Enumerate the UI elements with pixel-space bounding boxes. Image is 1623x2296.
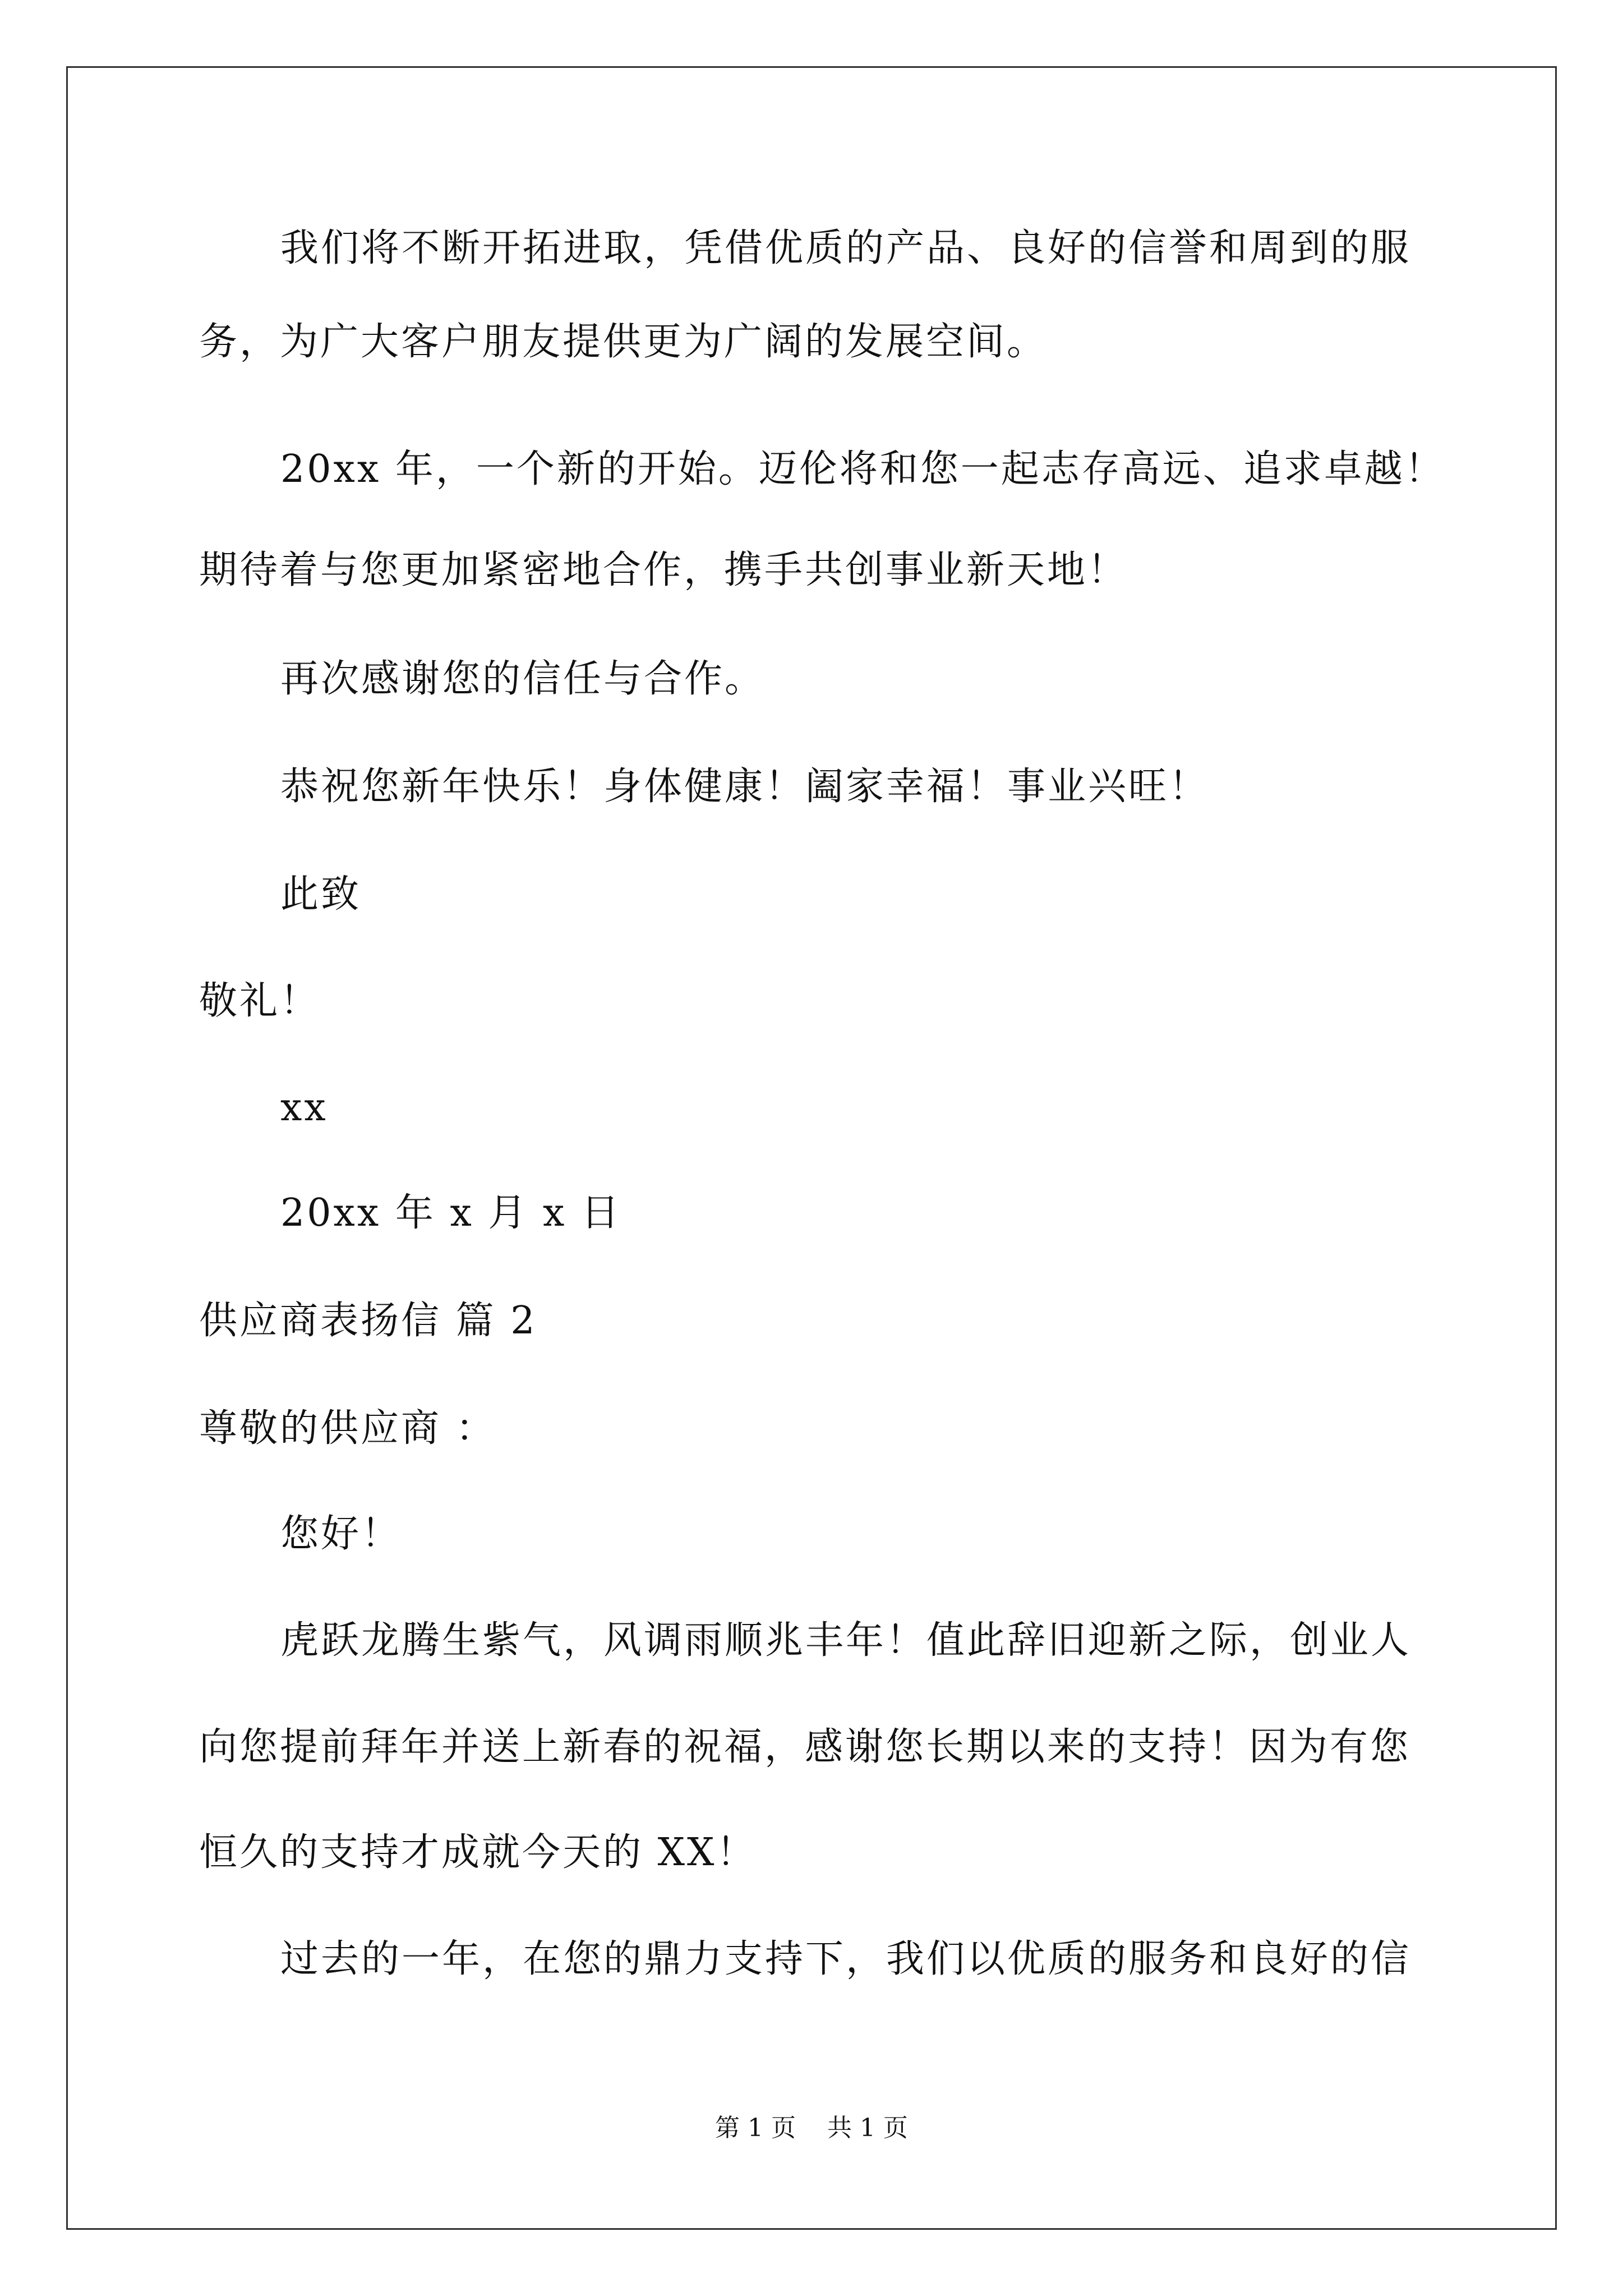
closing-regards: 敬礼！ xyxy=(199,979,321,1023)
paragraph-line: 恒久的支持才成就今天的 XX！ xyxy=(199,1830,757,1875)
paragraph-line: 再次感谢您的信任与合作。 xyxy=(280,657,766,701)
closing-salutation: 此致 xyxy=(280,872,362,917)
page-footer: 第 1 页 共 1 页 xyxy=(715,2114,908,2142)
paragraph-line: 向您提前拜年并送上新春的祝福，感谢您长期以来的支持！因为有您 xyxy=(199,1725,1411,1769)
greeting-recipient: 尊敬的供应商 ： xyxy=(199,1406,496,1451)
paragraph-line: 过去的一年，在您的鼎力支持下，我们以优质的服务和良好的信 xyxy=(280,1937,1412,1981)
paragraph-line: 20xx 年，一个新的开始。迈伦将和您一起志存高远、追求卓越！ xyxy=(280,447,1445,491)
page-border xyxy=(66,66,1557,2230)
paragraph-line: 务，为广大客户朋友提供更为广阔的发展空间。 xyxy=(199,320,1048,364)
paragraph-line: 虎跃龙腾生紫气，风调雨顺兆丰年！值此辞旧迎新之际，创业人 xyxy=(280,1618,1412,1663)
section-heading: 供应商表扬信 篇 2 xyxy=(199,1299,537,1343)
paragraph-line: 期待着与您更加紧密地合作，携手共创事业新天地！ xyxy=(199,548,1128,592)
signature-name: xx xyxy=(280,1085,328,1130)
signature-date: 20xx 年 x 月 x 日 xyxy=(280,1191,622,1235)
paragraph-line: 我们将不断开拓进取，凭借优质的产品、良好的信誉和周到的服 xyxy=(280,226,1412,270)
paragraph-line: 恭祝您新年快乐！身体健康！阖家幸福！事业兴旺！ xyxy=(280,765,1210,809)
greeting: 您好！ xyxy=(280,1512,402,1556)
